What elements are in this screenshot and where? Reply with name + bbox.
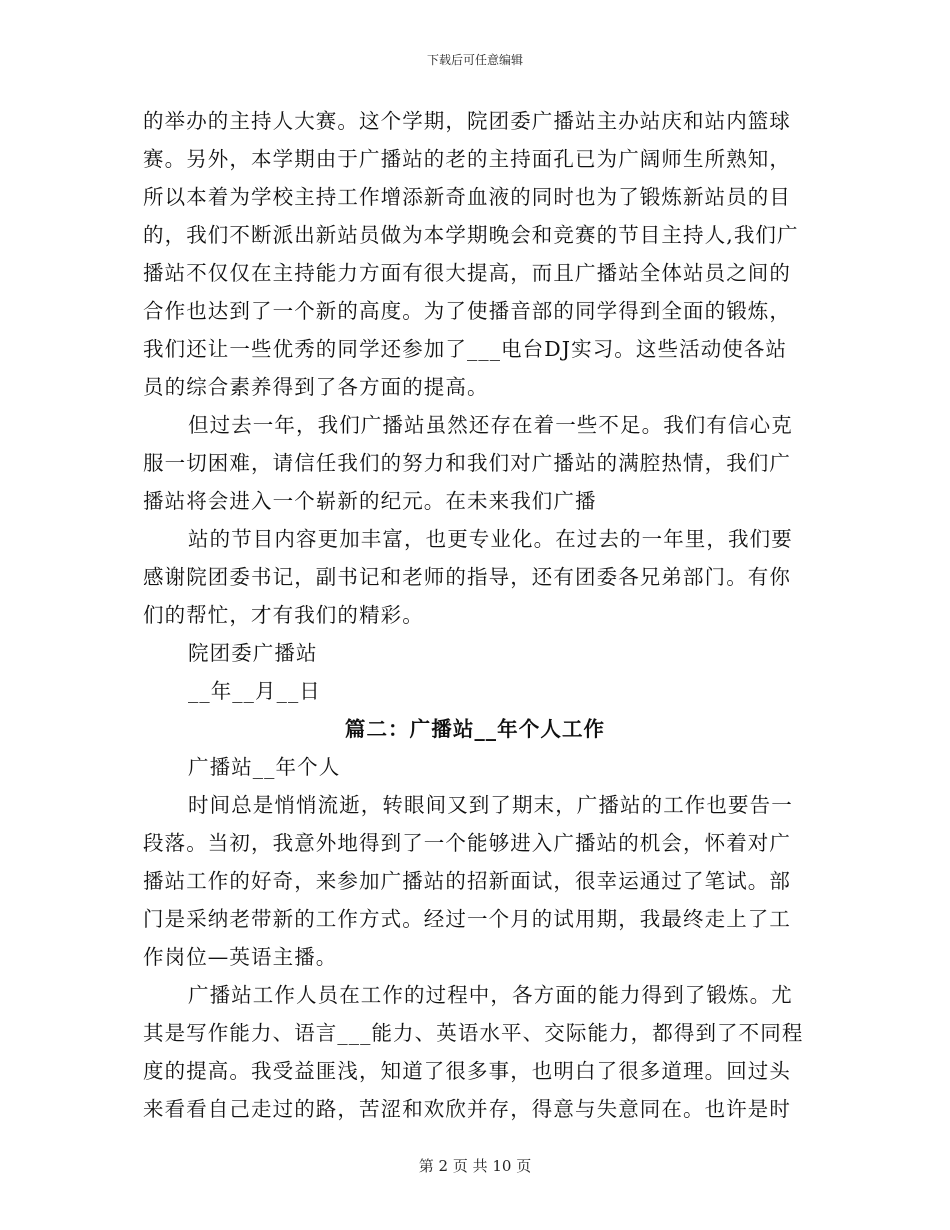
document-body [143,102,807,1128]
text-line: 时间总是悄悄流逝，转眼间又到了期末，广播站的工作也要告一 [188,793,793,817]
text-line: 段落。当初，我意外地得到了一个能够进入广播站的机会，怀着对广 [143,831,791,855]
text-line: 作岗位—英语主播。 [143,945,338,969]
text-line: 门是采纳老带新的工作方式。经过一个月的试用期，我最终走上了工 [143,907,791,931]
text-line: 的举办的主持人大赛。这个学期，院团委广播站主办站庆和站内篮球 [143,109,791,133]
text-line: 赛。另外，本学期由于广播站的老的主持面孔已为广阔师生所熟知， [143,147,791,171]
text-line: 广播站工作人员在工作的过程中，各方面的能力得到了锻炼。尤 [188,983,793,1007]
text-line: 站的节目内容更加丰富，也更专业化。在过去的一年里，我们要 [188,527,793,551]
text-line: 广播站__年个人 [188,755,341,779]
text-line: __年__月__日 [188,679,321,703]
text-line: 但过去一年，我们广播站虽然还存在着一些不足。我们有信心克 [188,413,793,437]
page-header: 下载后可任意编辑 [426,53,523,67]
text-line: 播站将会进入一个崭新的纪元。在未来我们广播 [143,489,597,513]
page-footer: 第 2 页 共 10 页 [418,1157,532,1175]
text-line: 我们还让一些优秀的同学还参加了___电台DJ实习。这些活动使各站 [143,337,788,361]
text-line: 院团委广播站 [188,641,318,665]
text-line: 播站工作的好奇，来参加广播站的招新面试，很幸运通过了笔试。部 [143,869,791,893]
text-line: 们的帮忙，才有我们的精彩。 [143,603,424,627]
section-title: 篇二：广播站__年个人工作 [344,717,606,741]
text-line: 合作也达到了一个新的高度。为了使播音部的同学得到全面的锻炼， [143,299,791,323]
text-line: 所以本着为学校主持工作增添新奇血液的同时也为了锻炼新站员的目 [143,185,791,209]
text-line: 的，我们不断派出新站员做为本学期晚会和竞赛的节目主持人,我们广 [143,223,799,247]
text-line: 员的综合素养得到了各方面的提高。 [143,375,489,399]
text-line: 来看看自己走过的路，苦涩和欢欣并存，得意与失意同在。也许是时 [143,1097,791,1121]
text-line: 度的提高。我受益匪浅，知道了很多事，也明白了很多道理。回过头 [143,1059,791,1083]
text-line: 其是写作能力、语言___能力、英语水平、交际能力，都得到了不同程 [143,1021,804,1045]
text-line: 服一切困难，请信任我们的努力和我们对广播站的满腔热情，我们广 [143,451,791,475]
text-line: 感谢院团委书记，副书记和老师的指导，还有团委各兄弟部门。有你 [143,565,791,589]
text-line: 播站不仅仅在主持能力方面有很大提高，而且广播站全体站员之间的 [143,261,791,285]
